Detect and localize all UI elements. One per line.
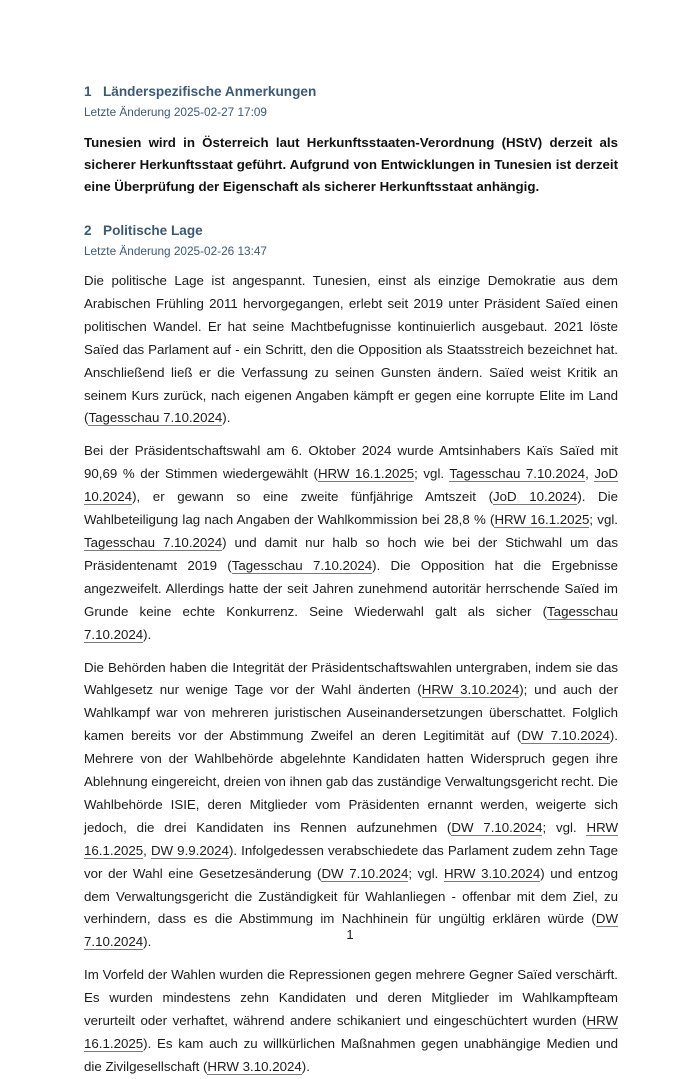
text-run: Die politische Lage ist angespannt. Tunesien, einst als einzige Demokratie aus dem Arabischen Frühling 2011 hervorgegangen, erlebt seit 2019 unter Präsident Saïed einen politischen Wandel. Er hat seine Machtbefugnisse kontinuierlich ausgebaut. 2021 löste Saïed das Parlament auf - ein Schritt, den die Opposition als Staatsstreich bezeichnet hat. Anschließend ließ er die Verfassung zu seinen Gunsten ändern. Saïed weist Kritik an seinem Kurs zurück, nach eigenen Angaben kämpft er gegen eine korrupte Elite im Land ( [84,273,618,426]
source-link[interactable]: JoD 10.2024 [84,466,618,505]
text-run: ). [143,934,152,950]
source-link[interactable]: HRW 16.1.2025 [84,1013,618,1051]
text-run: Im Vorfeld der Wahlen wurden die Repressionen gegen mehrere Gegner Saïed verschärft. Es wurden mindestens zehn Kandidaten und deren Mitglieder im Wahlkampfteam verurteilt oder verhaftet, während andere schikaniert und eingeschüchtert wurden ( [84,967,618,1029]
source-link[interactable]: DW 7.10.2024 [84,911,618,950]
source-link[interactable]: Tagesschau 7.10.2024 [84,603,618,642]
source-link[interactable]: Tagesschau 7.10.2024 [449,466,586,482]
section-1-lead: Tunesien wird in Österreich laut Herkunftsstaaten-Verordnung (HStV) derzeit als sicherer Herkunftsstaat geführt. Aufgrund von Entwicklungen in Tunesien ist derzeit eine Überprüfung der Eigenschaft als sicherer Herkunftsstaat anhängig. [84,135,618,194]
text-run: ; vgl. [408,865,444,881]
source-link[interactable]: HRW 16.1.2025 [84,819,618,858]
text-run: Bei der Präsidentschaftswahl am 6. Oktober 2024 wurde Amtsinhabers Kaïs Saïed mit 90,69 % der Stimmen wiedergewählt ( [84,443,618,482]
paragraph-2 [84,440,618,646]
paragraph-4 [84,964,618,1079]
section-2-date: Letzte Änderung 2025-02-26 13:47 [84,244,267,258]
text-run: ). Die Opposition hat die Ergebnisse angezweifelt. Allerdings hatte der seit Jahren zunehmend autoritär herrschende Saïed im Grunde keine echte Konkurrenz. Seine Wiederwahl galt als sicher ( [84,557,618,619]
text-run: ). Mehrere von der Wahlbehörde abgelehnte Kandidaten hatten Widerspruch gegen ihre Ablehnung eingereicht, dreien von ihnen gab das zuständige Verwaltungsgericht recht. Die Wahlbehörde ISIE, deren Mitglieder vom Präsidenten ernannt werden, weigerte sich jedoch, die drei Kandidaten ins Rennen aufzunehmen ( [84,728,618,835]
text-run: , [143,842,151,858]
text-run: ). [143,626,152,642]
text-run: ), er gewann so eine zweite fünfjährige Amtszeit ( [132,489,493,505]
text-run: ). [222,410,231,426]
section-1 [84,82,618,198]
source-link[interactable]: DW 7.10.2024 [451,819,543,835]
section-2-title: Politische Lage [103,223,203,238]
source-link[interactable]: JoD 10.2024 [493,489,578,505]
text-run: ); und auch der Wahlkampf war von mehreren juristischen Auseinandersetzungen überschattet. Folglich kamen bereits vor der Abstimmung Zweifel an deren Legitimität auf ( [84,682,618,744]
text-run: ) und entzog dem Verwaltungsgericht die Zuständigkeit für Wahlanliegen - offenbar mit dem Ziel, zu verhindern, dass es die Abstimmung im Nachhinein für ungültig erklären würde ( [84,865,618,927]
source-link[interactable]: HRW 16.1.2025 [317,466,415,482]
section-2 [84,221,618,1079]
text-run: ). Die Wahlbeteiligung lag nach Angaben der Wahlkommission bei 28,8 % ( [84,489,618,528]
source-link[interactable]: Tagesschau 7.10.2024 [84,534,223,550]
source-link[interactable]: HRW 3.10.2024 [443,865,541,881]
section-1-heading [84,82,618,102]
section-1-date: Letzte Änderung 2025-02-27 17:09 [84,105,267,119]
source-link[interactable]: HRW 3.10.2024 [421,682,520,698]
section-2-number: 2 [84,223,92,238]
text-run: ). [301,1058,310,1074]
source-link[interactable]: HRW 16.1.2025 [494,512,590,528]
paragraph-3 [84,657,618,955]
source-link[interactable]: DW 7.10.2024 [521,728,610,744]
text-run: ; vgl. [414,466,450,482]
text-run: Die Behörden haben die Integrität der Präsidentschaftswahlen untergraben, indem sie das Wahlgesetz nur wenige Tage vor der Wahl änderten ( [84,659,618,698]
text-run: ). Infolgedessen verabschiedete das Parlament zudem zehn Tage vor der Wahl eine Gesetzesänderung ( [84,842,619,881]
text-run: , [585,466,595,482]
text-run: ) und damit nur halb so hoch wie bei der Stichwahl um das Präsidentenamt 2019 ( [84,534,618,573]
source-link[interactable]: Tagesschau 7.10.2024 [88,410,223,426]
text-run: ). Es kam auch zu willkürlichen Maßnahmen gegen unabhängige Medien und die Zivilgesellschaft ( [84,1036,618,1074]
page-number: 1 [346,927,354,942]
section-1-title: Länderspezifische Anmerkungen [103,84,317,99]
source-link[interactable]: HRW 3.10.2024 [207,1058,302,1074]
source-link[interactable]: DW 9.9.2024 [150,842,229,858]
text-run: ; vgl. [542,819,587,835]
text-run: ; vgl. [589,512,618,528]
section-2-heading [84,221,618,241]
source-link[interactable]: Tagesschau 7.10.2024 [231,557,373,573]
source-link[interactable]: DW 7.10.2024 [321,865,409,881]
section-1-number: 1 [84,84,92,99]
paragraph-1 [84,270,618,430]
